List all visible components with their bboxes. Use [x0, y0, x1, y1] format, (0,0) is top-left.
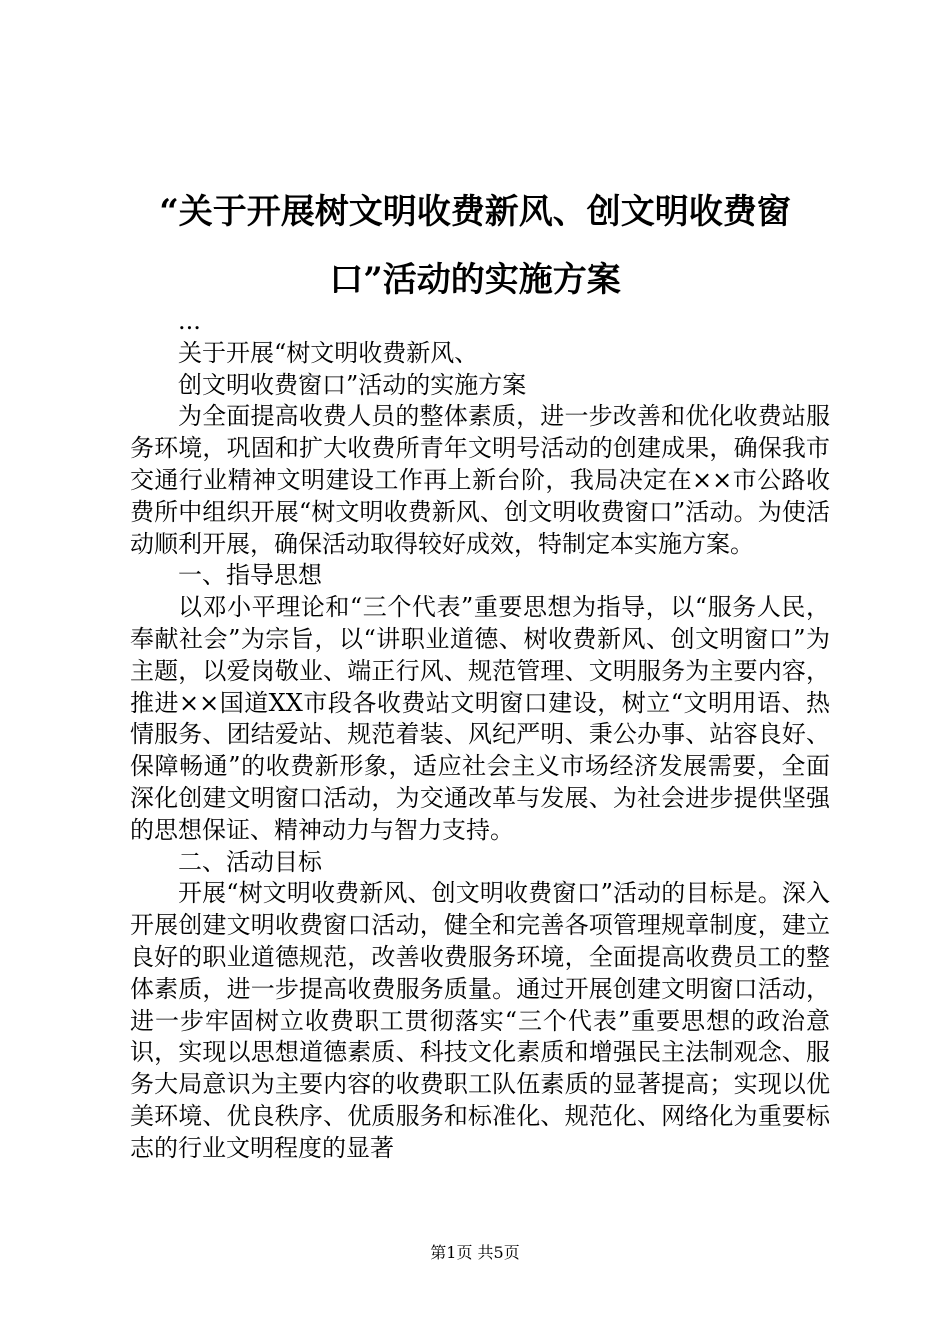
- document-body: [130, 306, 830, 1165]
- section-heading-guiding-ideology: 一、指导思想: [178, 561, 322, 590]
- activity-goals-paragraph: 开展“树文明收费新风、创文明收费窗口”活动的目标是。深入开展创建文明收费窗口活动，健全和完善各项管理规章制度，建立良好的职业道德规范，改善收费服务环境，全面提高收费员工的整体素质，进一步提高收费服务质量。通过开展创建文明窗口活动，进一步牢固树立收费职工贯彻落实“三个代表”重要思想的政治意识，实现以思想道德素质、科技文化素质和增强民主法制观念、服务大局意识为主要内容的收费职工队伍素质的显著提高；实现以优美环境、优良秩序、优质服务和标准化、规范化、网络化为重要标志的行业文明程度的显著: [130, 879, 830, 1162]
- section-heading-activity-goals: 二、活动目标: [178, 847, 322, 876]
- ellipsis-line: ...: [178, 307, 201, 335]
- guiding-ideology-paragraph: 以邓小平理论和“三个代表”重要思想为指导，以“服务人民，奉献社会”为宗旨，以“讲职业道德、树收费新风、创文明窗口”为主题，以爱岗敬业、端正行风、规范管理、文明服务为主要内容，推进××国道XX市段各收费站文明窗口建设，树立“文明用语、热情服务、团结爱站、规范着装、风纪严明、秉公办事、站容良好、保障畅通”的收费新形象，适应社会主义市场经济发展需要，全面深化创建文明窗口活动，为交通改革与发展、为社会进步提供坚强的思想保证、精神动力与智力支持。: [130, 593, 830, 844]
- document-title: [110, 178, 840, 314]
- subtitle-line-2: 创文明收费窗口”活动的实施方案: [178, 370, 527, 399]
- subtitle-line-1: 关于开展“树文明收费新风、: [178, 338, 479, 367]
- intro-paragraph: 为全面提高收费人员的整体素质，进一步改善和优化收费站服务环境，巩固和扩大收费所青年文明号活动的创建成果，确保我市交通行业精神文明建设工作再上新台阶，我局决定在××市公路收费所中组织开展“树文明收费新风、创文明收费窗口”活动。为使活动顺利开展，确保活动取得较好成效，特制定本实施方案。: [130, 402, 830, 558]
- title-line-2: 口”活动的实施方案: [329, 260, 621, 300]
- title-line-1: “关于开展树文明收费新风、创文明收费窗: [159, 192, 791, 232]
- page-footer: 第1页 共5页: [430, 1243, 520, 1262]
